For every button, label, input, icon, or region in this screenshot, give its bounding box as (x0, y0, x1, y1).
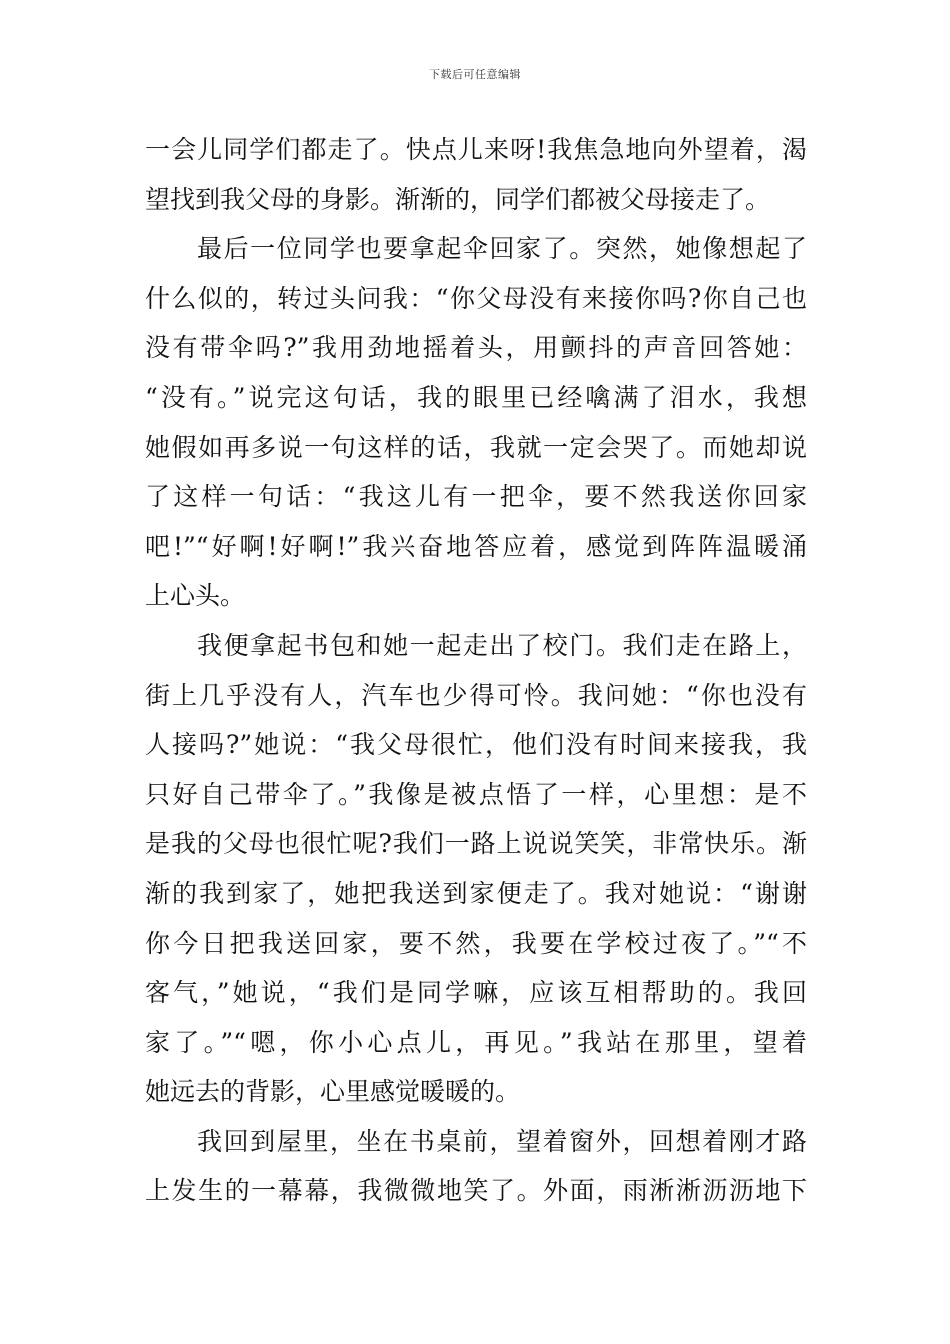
body-text (145, 125, 807, 1216)
text-line: 她假如再多说一句这样的话，我就一定会哭了。而她却说 (145, 432, 807, 462)
text-line: 她远去的背影，心里感觉暖暖的。 (145, 1077, 521, 1107)
text-line: 人接吗?”她说：“我父母很忙，他们没有时间来接我，我 (145, 730, 807, 760)
text-line: 上发生的一幕幕，我微微地笑了。外面，雨淅淅沥沥地下 (145, 1176, 807, 1206)
text-line: 渐的我到家了，她把我送到家便走了。我对她说：“谢谢 (145, 878, 807, 908)
text-line: 我回到屋里，坐在书桌前，望着窗外，回想着刚才路 (197, 1126, 807, 1156)
text-line: 只好自己带伞了。”我像是被点悟了一样，心里想：是不 (145, 779, 807, 809)
text-line: 客气，”她说，“我们是同学嘛，应该互相帮助的。我回 (145, 978, 807, 1008)
text-line: 望找到我父母的身影。渐渐的，同学们都被父母接走了。 (145, 184, 771, 214)
text-line: “没有。”说完这句话，我的眼里已经噙满了泪水，我想 (145, 382, 807, 412)
text-line: 你今日把我送回家，要不然，我要在学校过夜了。”“不 (145, 928, 807, 958)
text-line: 什么似的，转过头问我：“你父母没有来接你吗?你自己也 (145, 283, 807, 313)
text-line: 家了。”“嗯，你小心点儿，再见。”我站在那里，望着 (145, 1027, 807, 1057)
text-line: 一会儿同学们都走了。快点儿来呀!我焦急地向外望着，渴 (145, 135, 807, 164)
text-line: 我便拿起书包和她一起走出了校门。我们走在路上， (197, 630, 807, 660)
text-line: 最后一位同学也要拿起伞回家了。突然，她像想起了 (197, 234, 807, 264)
text-line: 上心头。 (145, 581, 246, 611)
text-line: 了这样一句话：“我这儿有一把伞，要不然我送你回家 (145, 482, 807, 512)
text-line: 吧!”“好啊!好啊!”我兴奋地答应着，感觉到阵阵温暖涌 (145, 531, 807, 561)
page-header: 下载后可任意编辑 (429, 68, 521, 81)
text-line: 没有带伞吗?”我用劲地摇着头，用颤抖的声音回答她： (145, 333, 807, 363)
text-line: 是我的父母也很忙呢?我们一路上说说笑笑，非常快乐。渐 (145, 829, 807, 859)
text-line: 街上几乎没有人，汽车也少得可怜。我问她：“你也没有 (145, 680, 807, 710)
